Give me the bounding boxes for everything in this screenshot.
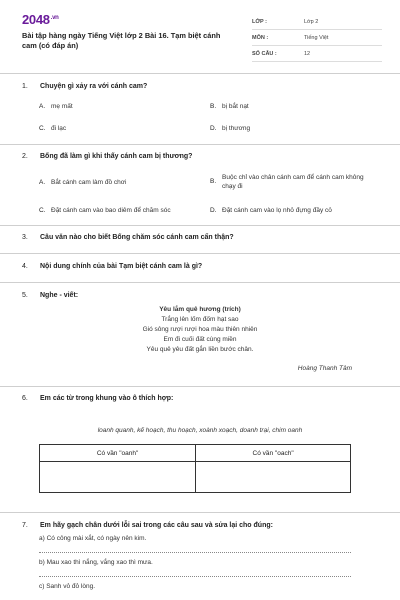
option-b[interactable] [210,102,249,111]
question-number: 1. [22,83,28,90]
divider [0,282,400,283]
question-number: 3. [22,234,28,241]
sentence-a: a) Có công mài xắt, có ngày nên kim. [39,535,147,542]
poem-line: Em đi cuối đất cùng miền [163,336,237,343]
poem [0,305,400,355]
question-1 [22,82,382,92]
answer-table [39,444,351,493]
option-text: Đặt cánh cam vào bao diêm để chăm sóc [51,207,171,214]
question-4 [22,262,382,272]
option-letter: C. [39,125,46,132]
question-text: Câu văn nào cho biết Bống chăm sóc cánh cam cẩn thận? [40,234,234,241]
meta-row-class [252,14,382,30]
option-text: bị thương [222,125,251,132]
meta-value: Tiếng Việt [304,34,329,41]
poem-title: Yêu lắm quê hương (trích) [159,306,241,313]
answer-cell-oach[interactable] [196,462,351,493]
option-c[interactable] [39,124,66,133]
divider [0,253,400,254]
question-5 [22,291,382,301]
poem-line: Trắng lên lốm đốm hạt sao [161,316,239,323]
meta-row-count [252,46,382,62]
option-c[interactable] [39,206,171,215]
option-text: Bắt cánh cam làm đồ chơi [51,179,127,186]
question-2 [22,152,382,162]
option-a[interactable] [39,178,126,187]
option-d[interactable] [210,124,250,133]
option-text: mẹ mất [51,103,73,110]
divider [0,386,400,387]
word-bank: loanh quanh, kế hoạch, thu hoạch, xoành xoạch, doanh trại, chim oanh [97,427,303,434]
question-number: 6. [22,395,28,402]
option-d[interactable] [210,206,332,215]
page-header [22,12,382,64]
answer-line[interactable] [39,576,351,577]
meta-label: MÔN : [252,34,269,41]
divider [0,512,400,513]
option-letter: C. [39,207,46,214]
option-text: Buộc chỉ vào chân cánh cam để cánh cam không chạy đi [222,174,364,190]
meta-value: Lớp 2 [304,18,319,25]
option-a[interactable] [39,102,73,111]
option-letter: D. [210,207,217,214]
question-number: 4. [22,263,28,270]
answer-line[interactable] [39,552,351,553]
option-text: đi lạc [51,125,67,132]
answer-cell-oanh[interactable] [40,462,196,493]
option-letter: D. [210,125,217,132]
question-text: Bống đã làm gì khi thấy cánh cam bị thương? [40,153,193,160]
option-letter: A. [39,179,46,186]
option-letter: B. [210,103,217,110]
site-logo[interactable]: $2048^{.vn}$ [22,12,59,27]
question-3 [22,233,382,243]
option-letter: A. [39,103,46,110]
question-text: Nghe - viết: [40,292,79,299]
question-text: Nội dung chính của bài Tạm biệt cánh cam là gì? [40,263,203,270]
table-header-oanh: Có vần "oanh" [40,445,196,462]
sentence-c: c) Sanh vỏ đỏ lòng. [39,583,96,590]
question-text: Em các từ trong khung vào ô thích hợp: [40,395,174,402]
option-text: Đặt cánh cam vào lọ nhỏ đựng đầy cỏ [222,207,332,214]
question-number: 2. [22,153,28,160]
meta-value: 12 [304,50,311,57]
option-letter: B. [210,178,217,185]
divider [0,73,400,74]
worksheet-meta [252,14,382,62]
question-number: 5. [22,292,28,299]
option-b[interactable] [210,173,380,191]
sentence-b: b) Mau xao thì nắng, vắng xao thì mưa. [39,559,153,566]
option-text: bị bắt nạt [222,103,249,110]
question-text: Chuyện gì xảy ra với cánh cam? [40,83,148,90]
question-text: Em hãy gạch chân dưới lỗi sai trong các câu sau và sửa lại cho đúng: [40,522,273,529]
poem-line: Gió sông rượi rượi hoa màu thiên nhiên [142,326,258,333]
table-header-oach: Có vần "oach" [196,445,351,462]
divider [0,144,400,145]
meta-label: LỚP : [252,18,267,25]
poem-author: Hoàng Thanh Tâm [297,365,352,372]
worksheet-title: Bài tập hàng ngày Tiếng Việt lớp 2 Bài 16. Tạm biệt cánh cam (có đáp án) [22,31,221,50]
question-7 [22,521,382,531]
meta-row-subject [252,30,382,46]
poem-line: Yêu quê yêu đất gắn liền bước chân. [146,346,254,353]
question-6 [22,394,382,404]
meta-label: SỐ CÂU : [252,50,277,57]
question-number: 7. [22,522,28,529]
divider [0,225,400,226]
